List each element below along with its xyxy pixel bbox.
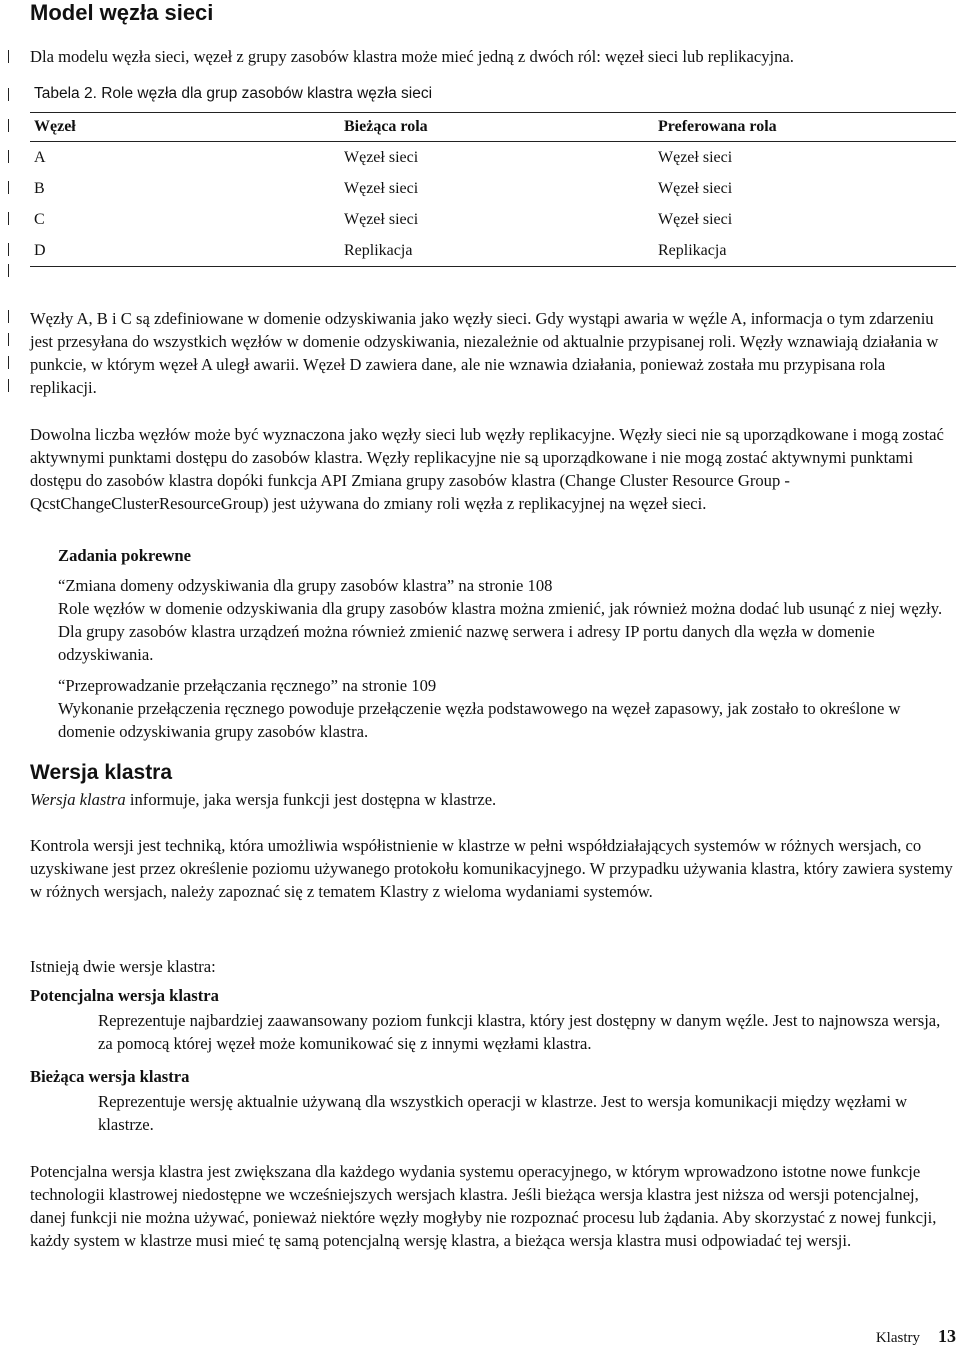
change-bar <box>8 212 10 225</box>
table-cell: Węzeł sieci <box>344 148 419 166</box>
paragraph-potential-version-increase: Potencjalna wersja klastra jest zwiększana dla każdego wydania systemu operacyjnego, w którym wprowadzono istotne nowe funkcje technologii klastrowej niedostępne we wcześniejszych wersjach klastra. Jeśli bieżąca wersja klastra jest niższa od wersji potencjalnej, danej funkcji nie można używać, ponieważ niektóre węzły mogłyby nie rozpoznać procesu lub żądania. Aby skorzystać z nowej funkcji, każdy system w klastrze musi mieć tę samą potencjalną wersję klastra, a bieżąca wersja klastra musi odpowiadać tej wersji. <box>30 1162 937 1250</box>
table-header-row <box>30 113 956 142</box>
change-bar <box>8 50 10 63</box>
table-cell: Węzeł sieci <box>658 148 733 166</box>
col-header-node: Węzeł <box>30 113 340 142</box>
change-bar <box>8 356 10 369</box>
table-cell: Węzeł sieci <box>658 179 733 197</box>
table-row <box>30 235 956 267</box>
definition-text: informuje, jaka wersja funkcji jest dostępna w klastrze. <box>125 790 497 809</box>
change-bar <box>8 88 10 101</box>
table-cell: Węzeł sieci <box>344 179 419 197</box>
related-link-recovery-domain[interactable]: “Zmiana domeny odzyskiwania dla grupy zasobów klastra” na stronie 108 <box>58 576 553 595</box>
table-row <box>30 173 956 204</box>
col-header-preferred-role: Preferowana rola <box>654 113 956 142</box>
change-bar <box>8 150 10 163</box>
table-cell: A <box>34 148 46 166</box>
related-link-switchover[interactable]: “Przeprowadzanie przełączania ręcznego” na stronie 109 <box>58 676 437 695</box>
intro-paragraph: Dla modelu węzła sieci, węzeł z grupy zasobów klastra może mieć jedną z dwóch ról: węzeł sieci lub replikacyjna. <box>30 47 794 66</box>
definition-term: Wersja klastra <box>30 790 126 809</box>
change-bar <box>8 379 10 392</box>
footer-section: Klastry <box>875 1330 920 1346</box>
paragraph-two-versions: Istnieją dwie wersje klastra: <box>30 957 216 976</box>
page-number: 13 <box>938 1326 956 1346</box>
table-caption: Tabela 2. Role węzła dla grup zasobów klastra węzła sieci <box>34 85 433 102</box>
change-bar <box>8 119 10 132</box>
paragraph-node-count: Dowolna liczba węzłów może być wyznaczona jako węzły sieci lub węzły replikacyjne. Węzły sieci nie są uporządkowane i mogą zostać aktywnymi punktami dostępu do zasobów klastra. Węzły replikacyjne nie są uporządkowane i nie mogą zostać aktywnymi punktami dostępu do zasobów klastra dopóki funkcja API Zmiana grupy zasobów klastra (Change Cluster Resource Group - QcstChangeClusterResourceGroup) jest używana do zmiany roli węzła z replikacyjnej na węzeł sieci. <box>30 425 944 513</box>
table-row <box>30 142 956 174</box>
change-bar <box>8 243 10 256</box>
table-row <box>30 204 956 235</box>
change-bar <box>8 310 10 323</box>
desc-current-version: Reprezentuje wersję aktualnie używaną dla wszystkich operacji w klastrze. Jest to wersja komunikacji między węzłami w klastrze. <box>98 1092 908 1134</box>
definition-paragraph <box>30 788 956 811</box>
table-cell: B <box>34 179 45 197</box>
related-desc-switchover: Wykonanie przełączenia ręcznego powoduje przełączenie węzła podstawowego na węzeł zapasowy, jak zostało to określone w domenie odzyskiwania grupy zasobów klastra. <box>58 699 901 741</box>
col-header-current-role: Bieżąca rola <box>340 113 654 142</box>
related-tasks-title: Zadania pokrewne <box>58 546 191 565</box>
table-cell: D <box>30 235 340 267</box>
desc-potential-version: Reprezentuje najbardziej zaawansowany poziom funkcji klastra, który jest dostępny w danym węźle. Jest to najnowsza wersja, za pomocą której węzeł może komunikować się z innymi węzłami klastra. <box>98 1011 941 1053</box>
section-heading: Model węzła sieci <box>30 0 214 25</box>
related-desc-recovery-domain: Role węzłów w domenie odzyskiwania dla grupy zasobów klastra można zmienić, jak również można dodać lub usunąć z niej węzły. Dla grupy zasobów klastra urządzeń można również zmienić nazwę serwera i adresy IP portu danych dla węzła w domenie odzyskiwania. <box>58 599 943 664</box>
change-bar <box>8 264 10 277</box>
change-bar <box>8 333 10 346</box>
page-footer <box>876 1326 956 1347</box>
term-current-version: Bieżąca wersja klastra <box>30 1067 190 1086</box>
table-cell: Węzeł sieci <box>658 210 733 228</box>
roles-table <box>30 112 956 267</box>
paragraph-version-control: Kontrola wersji jest techniką, która umożliwia współistnienie w klastrze w pełni współdziałających systemów w różnych wersjach, co uzyskiwane jest przez określenie poziomu używanego protokołu komunikacyjnego. W przypadku używania klastra, który zawiera systemy w różnych wersjach, należy zapoznać się z tematem Klastry z wieloma wydaniami systemów. <box>30 836 953 901</box>
table-cell: Węzeł sieci <box>344 210 419 228</box>
change-bar <box>8 181 10 194</box>
table-cell: C <box>34 210 45 228</box>
section-heading-cluster-version: Wersja klastra <box>30 761 173 784</box>
paragraph-nodes: Węzły A, B i C są zdefiniowane w domenie odzyskiwania jako węzły sieci. Gdy wystąpi awaria w węźle A, informacja o tym zdarzeniu jest przesyłana do wszystkich węzłów w domenie odzyskiwania, niezależnie od aktualnie przypisanej roli. Węzły wznawiają działania w punkcie, w którym węzeł A uległ awarii. Węzeł D zawiera dane, ale nie wznawia działania, ponieważ została mu przypisana rola replikacji. <box>30 309 939 397</box>
table-cell: Replikacja <box>340 235 654 267</box>
table-cell: Replikacja <box>654 235 956 267</box>
term-potential-version: Potencjalna wersja klastra <box>30 986 219 1005</box>
